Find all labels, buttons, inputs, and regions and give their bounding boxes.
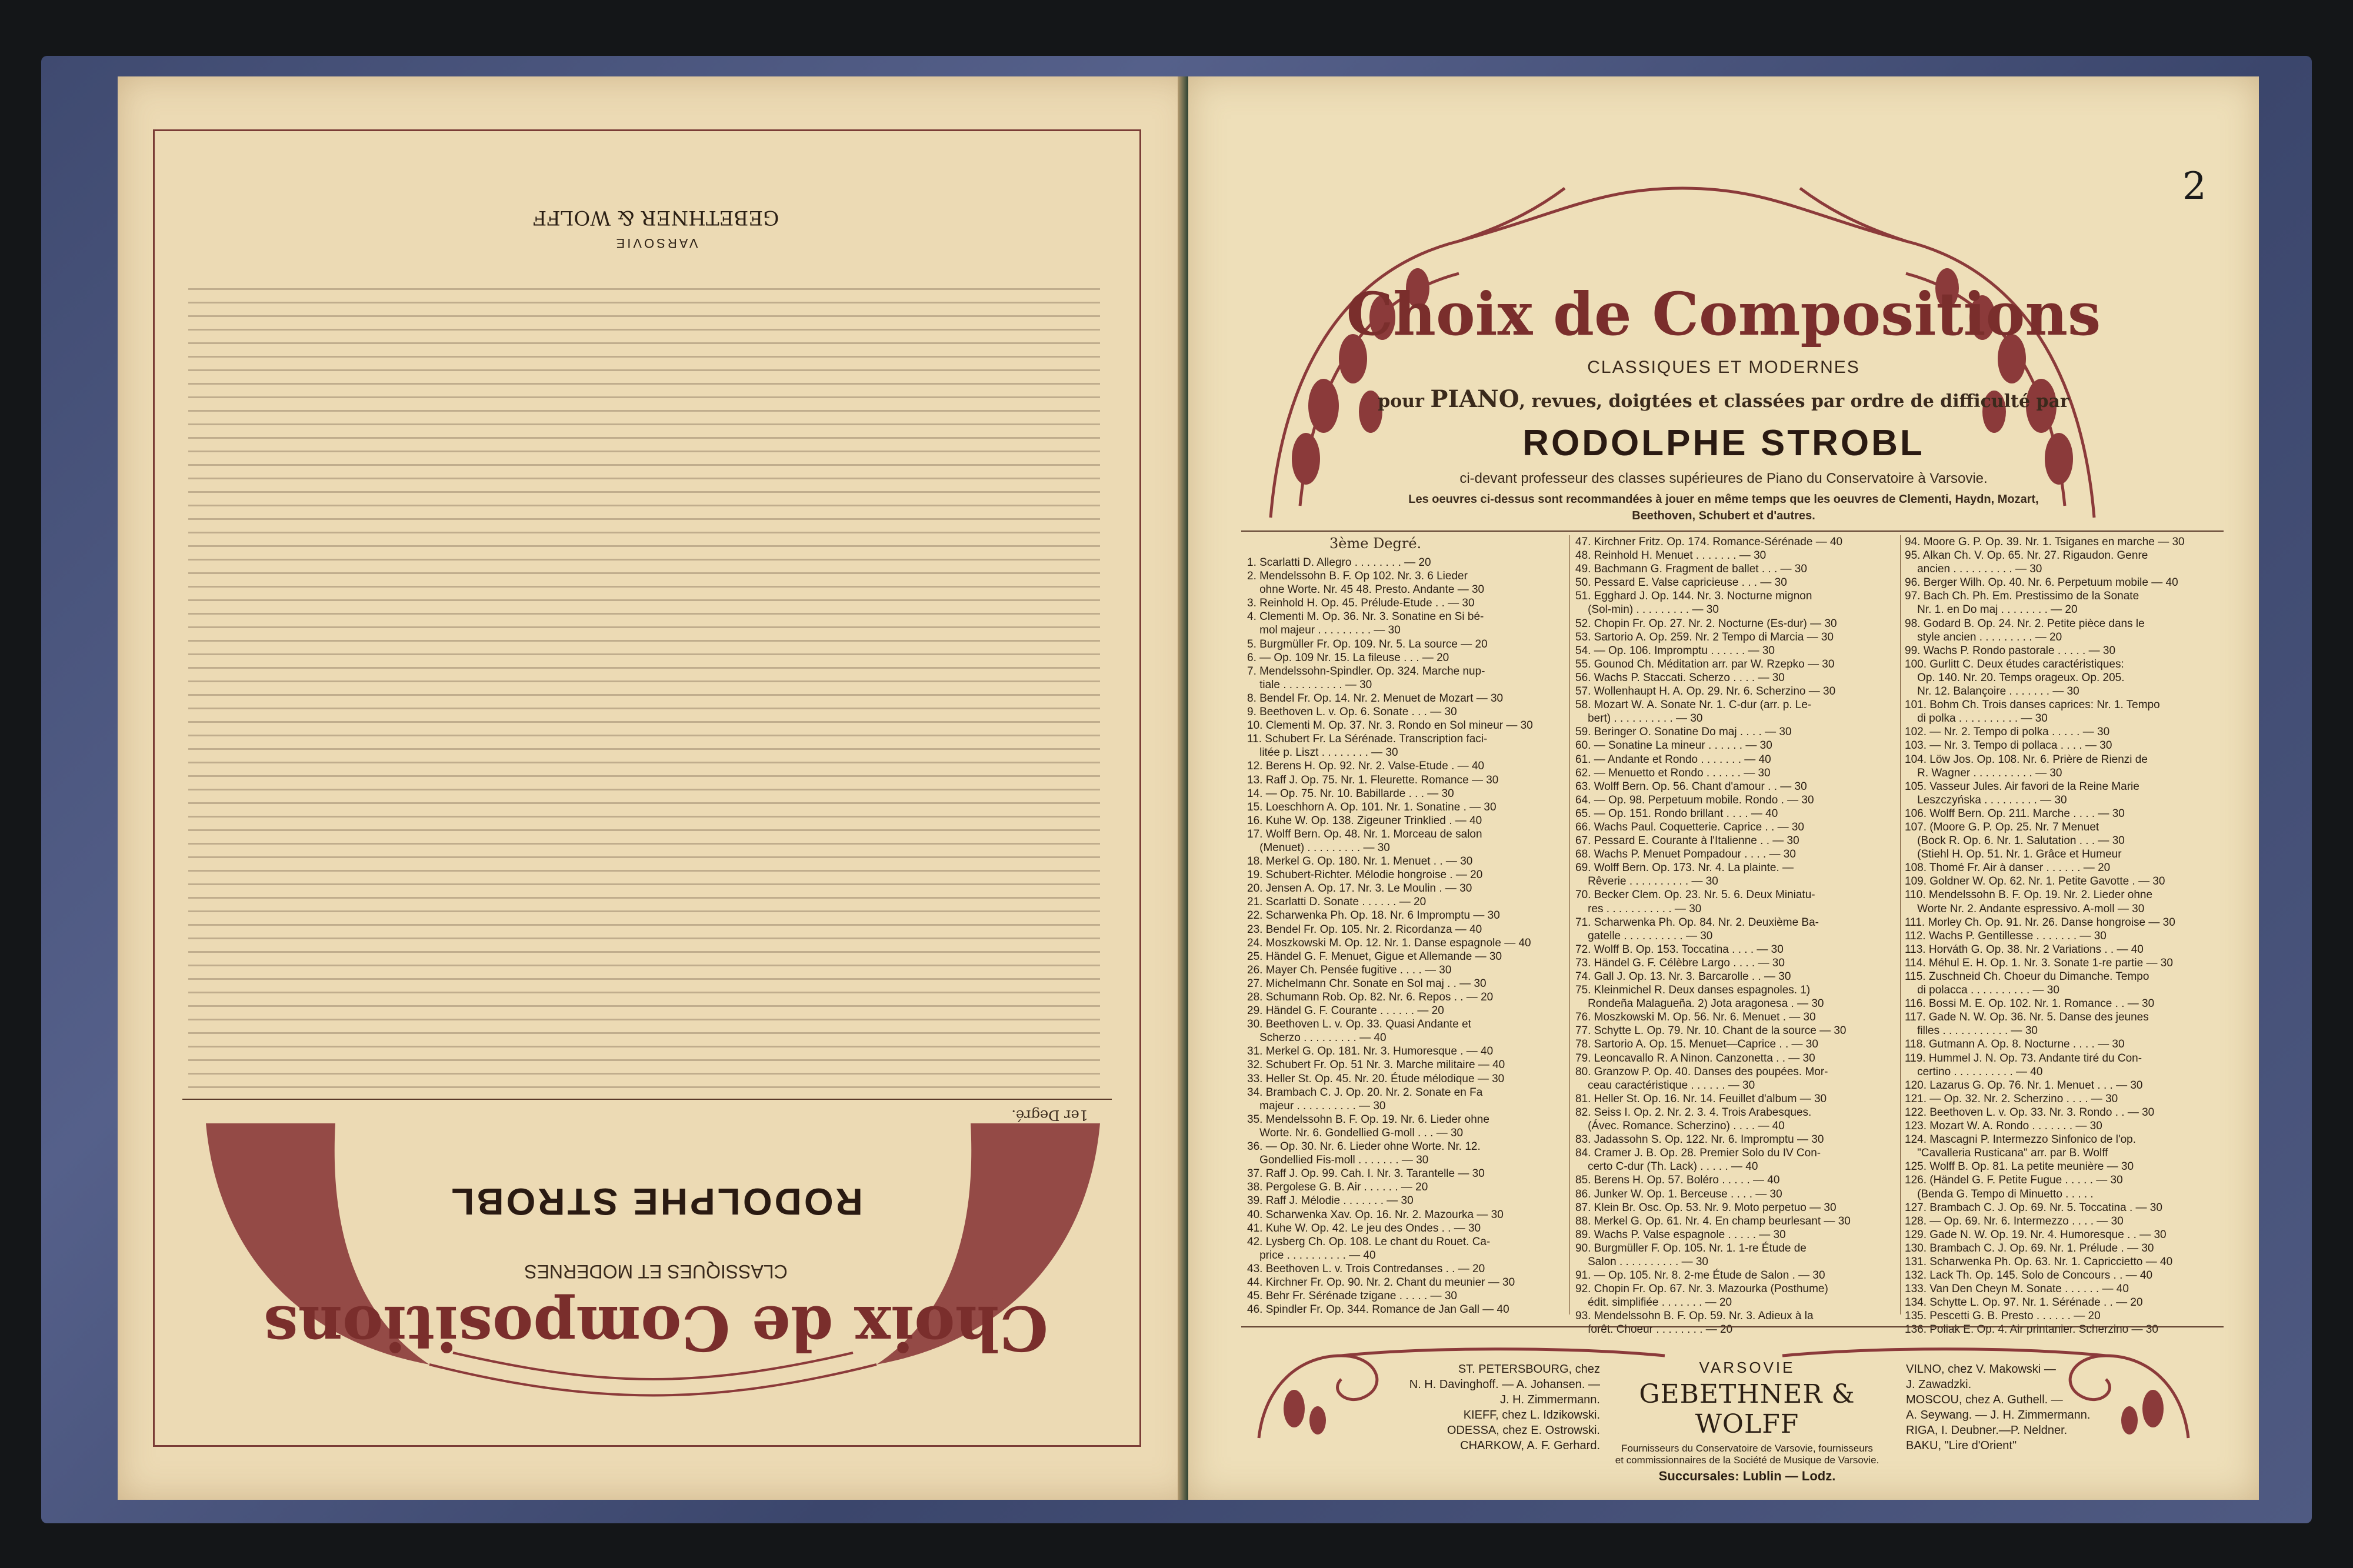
composition-entry: 6. — Op. 109 Nr. 15. La fileuse . . . — 20 xyxy=(1247,651,1449,664)
composition-entry: 83. Jadassohn S. Op. 122. Nr. 6. Impromptu — 30 xyxy=(1575,1133,1824,1146)
composition-entry: 102. — Nr. 2. Tempo di polka . . . . . — 30 xyxy=(1905,726,2110,739)
footer-left-line: N. H. Davinghoff. — A. Johansen. — xyxy=(1409,1378,1600,1391)
composition-entry: 40. Scharwenka Xav. Op. 16. Nr. 2. Mazourka — 30 xyxy=(1247,1208,1504,1221)
footer-right-line: MOSCOU, chez A. Guthell. — xyxy=(1906,1393,2063,1406)
composition-entry: 88. Merkel G. Op. 61. Nr. 4. En champ beurlesant — 30 xyxy=(1575,1215,1851,1227)
subtitle-line xyxy=(1188,385,2259,413)
right-page xyxy=(1188,76,2259,1500)
subtitle-pour: pour xyxy=(1378,391,1431,412)
composition-entry: 38. Pergolese G. B. Air . . . . . . — 20 xyxy=(1247,1181,1428,1194)
composition-entry: 66. Wachs Paul. Coquetterie. Caprice . . — 30 xyxy=(1575,820,1804,833)
composition-entry: 67. Pessard E. Courante à l'Italienne . . — 30 xyxy=(1575,835,1799,848)
composition-entry: 116. Bossi M. E. Op. 102. Nr. 1. Romance . . — 30 xyxy=(1905,997,2155,1010)
footer-branches: Succursales: Lublin — Lodz. xyxy=(1658,1469,1836,1483)
composition-entry: 33. Heller St. Op. 45. Nr. 20. Étude mélodique — 30 xyxy=(1247,1072,1505,1085)
composition-entry: 118. Gutmann A. Op. 8. Nocturne . . . . — 30 xyxy=(1905,1038,2125,1051)
composition-entry: 73. Händel G. F. Célèbre Largo . . . . — 30 xyxy=(1575,956,1785,969)
footer-publisher-line1: Fournisseurs du Conservatoire de Varsovie, fournisseurs xyxy=(1621,1443,1873,1454)
subtitle-rest: , revues, doigtées et classées par ordre de difficulté par xyxy=(1519,391,2069,412)
composition-entry: 36. — Op. 30. Nr. 6. Lieder ohne Worte. Nr. 12. xyxy=(1247,1140,1481,1153)
left-page-title: Choix de Compositions xyxy=(264,1292,1048,1365)
composition-entry: 21. Scarlatti D. Sonate . . . . . . — 20 xyxy=(1247,896,1427,909)
composition-entry: 68. Wachs P. Menuet Pompadour . . . . — 30 xyxy=(1575,848,1796,861)
composition-entry: 1. Scarlatti D. Allegro . . . . . . . . — 20 xyxy=(1247,556,1431,569)
composition-entry: 94. Moore G. P. Op. 39. Nr. 1. Tsiganes en marche — 30 xyxy=(1905,536,2185,548)
composition-entry: 23. Bendel Fr. Op. 105. Nr. 2. Ricordanza — 40 xyxy=(1247,923,1482,936)
composition-entry: Rêverie . . . . . . . . . . — 30 xyxy=(1575,875,1718,888)
composition-entry: 54. — Op. 106. Impromptu . . . . . . — 30 xyxy=(1575,644,1775,657)
composition-entry: tiale . . . . . . . . . . — 30 xyxy=(1247,678,1372,691)
composition-entry: 129. Gade N. W. Op. 19. Nr. 4. Humoresque . . — 30 xyxy=(1905,1228,2167,1241)
composition-entry: 39. Raff J. Mélodie . . . . . . . — 30 xyxy=(1247,1195,1414,1207)
composition-entry: 125. Wolff B. Op. 81. La petite meunière — 30 xyxy=(1905,1160,2134,1173)
composition-entry: 69. Wolff Bern. Op. 173. Nr. 4. La plainte. — xyxy=(1575,862,1794,875)
footer-right-line: RIGA, I. Deubner.—P. Neldner. xyxy=(1906,1424,2068,1437)
composition-entry: 107. (Moore G. P. Op. 25. Nr. 7 Menuet xyxy=(1905,820,2099,833)
composition-entry: 97. Bach Ch. Ph. Em. Prestissimo de la Sonate xyxy=(1905,590,2139,603)
composition-entry: 134. Schytte L. Op. 97. Nr. 1. Sérénade . . — 20 xyxy=(1905,1296,2143,1309)
footer-city: VARSOVIE xyxy=(1699,1359,1795,1376)
composition-entry: 104. Löw Jos. Op. 108. Nr. 6. Prière de Rienzi de xyxy=(1905,753,2148,766)
composition-entry: Salon . . . . . . . . . . — 30 xyxy=(1575,1255,1708,1268)
left-page-degree-label: 1er Degré. xyxy=(1011,1107,1088,1123)
composition-entry: 93. Mendelssohn B. F. Op. 59. Nr. 3. Adieux à la xyxy=(1575,1310,1814,1323)
composition-entry: gatelle . . . . . . . . . . — 30 xyxy=(1575,929,1713,942)
degree-label: 3ème Degré. xyxy=(1329,535,1422,552)
composition-entry: 32. Schubert Fr. Op. 51 Nr. 3. Marche militaire — 40 xyxy=(1247,1059,1505,1072)
composition-entry: 70. Becker Clem. Op. 23. Nr. 5. 6. Deux Miniatu- xyxy=(1575,889,1815,902)
footer-left-line: ODESSA, chez E. Ostrowski. xyxy=(1447,1424,1600,1437)
composition-entry: 46. Spindler Fr. Op. 344. Romance de Jan Gall — 40 xyxy=(1247,1303,1509,1316)
composition-entry: Scherzo . . . . . . . . . — 40 xyxy=(1247,1032,1387,1045)
composition-entry: 9. Beethoven L. v. Op. 6. Sonate . . . — 30 xyxy=(1247,706,1457,719)
composition-entry: 5. Burgmüller Fr. Op. 109. Nr. 5. La source — 20 xyxy=(1247,638,1488,650)
composition-entry: 80. Granzow P. Op. 40. Danses des poupées. Mor- xyxy=(1575,1065,1828,1078)
recommendation-note-2: Beethoven, Schubert et d'autres. xyxy=(1632,509,1815,522)
composition-entry: litée p. Liszt . . . . . . . . — 30 xyxy=(1247,746,1398,759)
composition-entry: 106. Wolff Bern. Op. 211. Marche . . . . — 30 xyxy=(1905,807,2125,820)
composition-entry: 61. — Andante et Rondo . . . . . . . — 40 xyxy=(1575,753,1771,766)
composition-entry: 103. — Nr. 3. Tempo di pollaca . . . . — 30 xyxy=(1905,739,2112,752)
composition-entry: 43. Beethoven L. v. Trois Contredanses . . — 20 xyxy=(1247,1262,1485,1275)
composition-entry: 29. Händel G. F. Courante . . . . . . — 20 xyxy=(1247,1005,1444,1017)
footer-right-line: J. Zawadzki. xyxy=(1906,1378,1972,1391)
footer-right-line: A. Seywang. — J. H. Zimmermann. xyxy=(1906,1409,2091,1422)
composition-entry: 128. — Op. 69. Nr. 6. Intermezzo . . . . — 30 xyxy=(1905,1215,2124,1227)
composition-entry: 113. Horváth G. Op. 38. Nr. 2 Variations . . — 40 xyxy=(1905,943,2144,956)
composition-entry: ancien . . . . . . . . . . — 30 xyxy=(1905,563,2042,576)
composer-credit: ci-devant professeur des classes supérieures de Piano du Conservatoire à Varsovie. xyxy=(1459,471,1988,486)
composition-entry: 77. Schytte L. Op. 79. Nr. 10. Chant de la source — 30 xyxy=(1575,1025,1847,1037)
composition-entry: 13. Raff J. Op. 75. Nr. 1. Fleurette. Romance — 30 xyxy=(1247,773,1499,786)
footer-publisher-block xyxy=(1600,1359,1894,1484)
composition-entry: 7. Mendelssohn-Spindler. Op. 324. Marche nup- xyxy=(1247,665,1485,678)
composition-entry: majeur . . . . . . . . . . — 30 xyxy=(1247,1099,1386,1112)
composition-entry: 63. Wolff Bern. Op. 56. Chant d'amour . . — 30 xyxy=(1575,780,1807,793)
composition-entry: 47. Kirchner Fritz. Op. 174. Romance-Sérénade — 40 xyxy=(1575,536,1843,548)
composition-entry: Nr. 12. Balançoire . . . . . . . — 30 xyxy=(1905,685,2079,698)
composition-entry: 31. Merkel G. Op. 181. Nr. 3. Humoresque . — 40 xyxy=(1247,1045,1494,1058)
column-divider-1 xyxy=(1569,535,1570,1315)
composition-entry: 60. — Sonatine La mineur . . . . . . — 30 xyxy=(1575,739,1772,752)
composition-entry: 98. Godard B. Op. 24. Nr. 2. Petite pièce dans le xyxy=(1905,617,2145,630)
composition-entry: 51. Egghard J. Op. 144. Nr. 3. Nocturne mignon xyxy=(1575,590,1812,603)
composition-entry: 3. Reinhold H. Op. 45. Prélude-Etude . . — 30 xyxy=(1247,597,1475,610)
composition-entry: R. Wagner . . . . . . . . . . — 30 xyxy=(1905,766,2062,779)
composition-entry: 135. Pescetti G. B. Presto . . . . . . — 20 xyxy=(1905,1310,2101,1323)
composition-entry: 34. Brambach C. J. Op. 20. Nr. 2. Sonate en Fa xyxy=(1247,1086,1483,1099)
composition-entry: 20. Jensen A. Op. 17. Nr. 3. Le Moulin . — 30 xyxy=(1247,882,1472,895)
composition-entry: ohne Worte. Nr. 45 48. Presto. Andante — 30 xyxy=(1247,583,1485,596)
composition-entry: 4. Clementi M. Op. 36. Nr. 3. Sonatine en Si bé- xyxy=(1247,610,1484,623)
footer-left-line: ST. PETERSBOURG, chez xyxy=(1458,1363,1600,1376)
composition-entry: 12. Berens H. Op. 92. Nr. 2. Valse-Etude . — 40 xyxy=(1247,760,1485,773)
composition-entry: (Benda G. Tempo di Minuetto . . . . . xyxy=(1905,1187,2094,1200)
composition-entry: (Ávec. Romance. Scherzino) . . . . — 40 xyxy=(1575,1120,1785,1133)
composition-entry: 37. Raff J. Op. 99. Cah. I. Nr. 3. Tarantelle — 30 xyxy=(1247,1167,1485,1180)
composition-entry: mol majeur . . . . . . . . . — 30 xyxy=(1247,624,1401,637)
composition-entry: 10. Clementi M. Op. 37. Nr. 3. Rondo en Sol mineur — 30 xyxy=(1247,719,1533,732)
footer-right-line: BAKU, "Lire d'Orient" xyxy=(1906,1439,2017,1452)
composition-entry: 18. Merkel G. Op. 180. Nr. 1. Menuet . . — 30 xyxy=(1247,855,1473,868)
composition-entry: 86. Junker W. Op. 1. Berceuse . . . . — 30 xyxy=(1575,1187,1782,1200)
composition-entry: (Bock R. Op. 6. Nr. 1. Salutation . . . — 30 xyxy=(1905,835,2125,848)
composition-entry: 52. Chopin Fr. Op. 27. Nr. 2. Nocturne (Es-dur) — 30 xyxy=(1575,617,1837,630)
composition-entry: di polacca . . . . . . . . . . — 30 xyxy=(1905,984,2059,997)
composition-entry: 81. Heller St. Op. 16. Nr. 14. Feuillet d'album — 30 xyxy=(1575,1092,1827,1105)
composition-entry: 41. Kuhe W. Op. 42. Le jeu des Ondes . . — 30 xyxy=(1247,1222,1481,1235)
composition-entry: 11. Schubert Fr. La Sérénade. Transcription faci- xyxy=(1247,733,1488,746)
footer-publisher: GEBETHNER & WOLFF xyxy=(1639,1379,1855,1439)
composition-entry: Nr. 1. en Do maj . . . . . . . . — 20 xyxy=(1905,603,2078,616)
composition-entry: 27. Michelmann Chr. Sonate en Sol maj . . — 30 xyxy=(1247,977,1487,990)
composition-entry: 120. Lazarus G. Op. 76. Nr. 1. Menuet . . . — 30 xyxy=(1905,1079,2143,1092)
composition-entry: 85. Berens H. Op. 57. Boléro . . . . . — 40 xyxy=(1575,1174,1780,1187)
composition-entry: 109. Goldner W. Op. 62. Nr. 1. Petite Gavotte . — 30 xyxy=(1905,875,2165,888)
composition-entry: 19. Schubert-Richter. Mélodie hongroise . — 20 xyxy=(1247,869,1483,882)
page-title: Choix de Compositions xyxy=(1346,279,2101,349)
composition-entry: 108. Thomé Fr. Air à danser . . . . . . — 20 xyxy=(1905,862,2111,875)
composition-entry: 117. Gade N. W. Op. 36. Nr. 5. Danse des jeunes xyxy=(1905,1011,2149,1024)
composition-entry: 49. Bachmann G. Fragment de ballet . . . — 30 xyxy=(1575,563,1807,576)
composition-entry: price . . . . . . . . . . — 40 xyxy=(1247,1249,1376,1262)
composition-entry: 2. Mendelssohn B. F. Op 102. Nr. 3. 6 Lieder xyxy=(1247,570,1468,583)
left-page-city: VARSOVIE xyxy=(614,236,698,251)
footer-agents-left xyxy=(1353,1362,1600,1453)
composition-entry: 130. Brambach C. J. Op. 69. Nr. 1. Prélude . — 30 xyxy=(1905,1242,2154,1255)
composition-entry: 90. Burgmüller F. Op. 105. Nr. 1. 1-re Étude de xyxy=(1575,1242,1807,1255)
composition-entry: 92. Chopin Fr. Op. 67. Nr. 3. Mazourka (Posthume) xyxy=(1575,1283,1828,1296)
composition-entry: filles . . . . . . . . . . . — 30 xyxy=(1905,1025,2038,1037)
composer-name: RODOLPHE STROBL xyxy=(1522,423,1925,463)
footer-left-line: CHARKOW, A. F. Gerhard. xyxy=(1460,1439,1600,1452)
page-number: 2 xyxy=(2182,165,2207,208)
composition-entry: 79. Leoncavallo R. A Ninon. Canzonetta . . — 30 xyxy=(1575,1052,1815,1065)
page-subtitle: CLASSIQUES ET MODERNES xyxy=(1587,358,1860,377)
composition-entry: 99. Wachs P. Rondo pastorale . . . . . — 30 xyxy=(1905,644,2116,657)
composition-entry: 45. Behr Fr. Sérénade tzigane . . . . . — 30 xyxy=(1247,1290,1457,1303)
subtitle-piano: PIANO xyxy=(1430,385,1519,413)
footer-left-line: J. H. Zimmermann. xyxy=(1499,1393,1600,1406)
composition-entry: 58. Mozart W. A. Sonate Nr. 1. C-dur (arr. p. Le- xyxy=(1575,699,1812,712)
composition-entry: 15. Loeschhorn A. Op. 101. Nr. 1. Sonatine . — 30 xyxy=(1247,800,1497,813)
composition-entry: 65. — Op. 151. Rondo brillant . . . . — 40 xyxy=(1575,807,1778,820)
composition-entry: 123. Mozart W. A. Rondo . . . . . . . — 30 xyxy=(1905,1120,2102,1133)
composition-entry: Op. 140. Nr. 20. Temps orageux. Op. 205. xyxy=(1905,671,2125,684)
composition-entry: di polka . . . . . . . . . . — 30 xyxy=(1905,712,2048,725)
composition-entry: 121. — Op. 32. Nr. 2. Scherzino . . . . — 30 xyxy=(1905,1092,2118,1105)
composition-entry: "Cavalleria Rusticana" arr. par B. Wolff xyxy=(1905,1147,2108,1160)
composition-entry: 30. Beethoven L. v. Op. 33. Quasi Andante et xyxy=(1247,1018,1471,1031)
composition-entry: 53. Sartorio A. Op. 259. Nr. 2 Tempo di Marcia — 30 xyxy=(1575,630,1834,643)
composition-entry: 57. Wollenhaupt H. A. Op. 29. Nr. 6. Scherzino — 30 xyxy=(1575,685,1836,698)
composition-entry: 136. Poliak E. Op. 4. Air printanier. Scherzino — 30 xyxy=(1905,1323,2158,1336)
composition-entry: 24. Moszkowski M. Op. 12. Nr. 1. Danse espagnole — 40 xyxy=(1247,936,1531,949)
composition-column-2 xyxy=(1575,535,1896,1337)
composition-entry: 115. Zuschneid Ch. Choeur du Dimanche. Tempo xyxy=(1905,970,2149,983)
composition-entry: 50. Pessard E. Valse capricieuse . . . — 30 xyxy=(1575,576,1787,589)
footer-left-line: KIEFF, chez L. Idzikowski. xyxy=(1463,1409,1600,1422)
composition-entry: 114. Méhul E. H. Op. 1. Nr. 3. Sonate 1-re partie — 30 xyxy=(1905,956,2173,969)
composition-entry: 26. Mayer Ch. Pensée fugitive . . . . — 30 xyxy=(1247,963,1452,976)
composition-entry: 35. Mendelssohn B. F. Op. 19. Nr. 6. Lieder ohne xyxy=(1247,1113,1489,1126)
composition-entry: 62. — Menuetto et Rondo . . . . . . — 30 xyxy=(1575,766,1771,779)
composition-entry: 112. Wachs P. Gentillesse . . . . . . . — 30 xyxy=(1905,929,2107,942)
composition-entry: 44. Kirchner Fr. Op. 90. Nr. 2. Chant du meunier — 30 xyxy=(1247,1276,1515,1289)
composition-column-1 xyxy=(1247,556,1565,1316)
footer-publisher-line2: et commissionnaires de la Société de Musique de Varsovie. xyxy=(1615,1454,1879,1466)
composition-entry: 133. Van Den Cheyn M. Sonate . . . . . . — 40 xyxy=(1905,1283,2129,1296)
composition-entry: 126. (Händel G. F. Petite Fugue . . . . . — 30 xyxy=(1905,1174,2123,1187)
composition-entry: 127. Brambach C. J. Op. 69. Nr. 5. Toccatina . — 30 xyxy=(1905,1201,2162,1214)
composition-entry: 42. Lysberg Ch. Op. 108. Le chant du Rouet. Ca- xyxy=(1247,1235,1491,1248)
composition-entry: Rondeña Malagueña. 2) Jota aragonesa . — 30 xyxy=(1575,997,1824,1010)
left-page-publisher: GEBETHNER & WOLFF xyxy=(532,206,779,229)
composition-entry: certo C-dur (Th. Lack) . . . . . — 40 xyxy=(1575,1160,1758,1173)
composition-entry: 71. Scharwenka Ph. Op. 84. Nr. 2. Deuxième Ba- xyxy=(1575,916,1819,929)
composition-entry: (Sol-min) . . . . . . . . . — 30 xyxy=(1575,603,1719,616)
composition-entry: 56. Wachs P. Staccati. Scherzo . . . . — 30 xyxy=(1575,671,1785,684)
composition-entry: res . . . . . . . . . . . — 30 xyxy=(1575,902,1702,915)
composition-entry: 131. Scharwenka Ph. Op. 63. Nr. 1. Capriccietto — 40 xyxy=(1905,1255,2173,1268)
left-page-listing xyxy=(188,288,1100,1088)
composition-entry: Worte Nr. 2. Andante espressivo. A-moll — 30 xyxy=(1905,902,2145,915)
composition-entry: 55. Gounod Ch. Méditation arr. par W. Rzepko — 30 xyxy=(1575,658,1835,670)
composition-entry: 87. Klein Br. Osc. Op. 53. Nr. 9. Moto perpetuo — 30 xyxy=(1575,1201,1837,1214)
footer-divider xyxy=(1241,1326,2224,1327)
composition-entry: 28. Schumann Rob. Op. 82. Nr. 6. Repos . . — 20 xyxy=(1247,991,1494,1003)
composition-entry: 8. Bendel Fr. Op. 14. Nr. 2. Menuet de Mozart — 30 xyxy=(1247,692,1504,705)
composition-entry: certino . . . . . . . . . . — 40 xyxy=(1905,1065,2043,1078)
composition-entry: style ancien . . . . . . . . . — 20 xyxy=(1905,630,2062,643)
composition-entry: (Stiehl H. Op. 51. Nr. 1. Grâce et Humeur xyxy=(1905,848,2122,861)
composition-entry: 89. Wachs P. Valse espagnole . . . . . — 30 xyxy=(1575,1228,1786,1241)
composition-entry: 101. Bohm Ch. Trois danses caprices: Nr. 1. Tempo xyxy=(1905,699,2160,712)
composition-entry: 111. Morley Ch. Op. 91. Nr. 26. Danse hongroise — 30 xyxy=(1905,916,2175,929)
composition-entry: 124. Mascagni P. Intermezzo Sinfonico de l'op. xyxy=(1905,1133,2137,1146)
composition-entry: 82. Seiss I. Op. 2. Nr. 2. 3. 4. Trois Arabesques. xyxy=(1575,1106,1812,1119)
composition-entry: 64. — Op. 98. Perpetuum mobile. Rondo . — 30 xyxy=(1575,793,1814,806)
composition-entry: 72. Wolff B. Op. 153. Toccatina . . . . — 30 xyxy=(1575,943,1784,956)
composition-entry: 132. Lack Th. Op. 145. Solo de Concours . . — 40 xyxy=(1905,1269,2153,1282)
left-page xyxy=(118,76,1194,1500)
composition-entry: 78. Sartorio A. Op. 15. Menuet—Caprice . . — 30 xyxy=(1575,1038,1818,1051)
left-page-subtitle: CLASSIQUES ET MODERNES xyxy=(524,1261,788,1282)
composition-entry: 17. Wolff Bern. Op. 48. Nr. 1. Morceau de salon xyxy=(1247,828,1482,840)
footer-right-line: VILNO, chez V. Makowski — xyxy=(1906,1363,2056,1376)
composition-entry: 76. Moszkowski M. Op. 56. Nr. 6. Menuet . — 30 xyxy=(1575,1011,1816,1024)
composition-entry: 14. — Op. 75. Nr. 10. Babillarde . . . — 30 xyxy=(1247,787,1454,800)
left-page-composer: RODOLPHE STROBL xyxy=(449,1180,863,1223)
composition-entry: 25. Händel G. F. Menuet, Gigue et Allemande — 30 xyxy=(1247,950,1502,963)
composition-entry: 105. Vasseur Jules. Air favori de la Reine Marie xyxy=(1905,780,2139,793)
composition-entry: 22. Scharwenka Ph. Op. 18. Nr. 6 Impromptu — 30 xyxy=(1247,909,1500,922)
recommendation-note-1: Les oeuvres ci-dessus sont recommandées à jouer en même temps que les oeuvres de Clementi, Haydn, Mozart, xyxy=(1408,493,2039,506)
composition-entry: forêt. Choeur . . . . . . . . — 20 xyxy=(1575,1323,1733,1336)
composition-entry: 48. Reinhold H. Menuet . . . . . . . — 30 xyxy=(1575,549,1767,562)
composition-entry: bert) . . . . . . . . . . — 30 xyxy=(1575,712,1703,725)
composition-entry: 16. Kuhe W. Op. 138. Zigeuner Trinklied . — 40 xyxy=(1247,814,1482,827)
composition-entry: édit. simplifiée . . . . . . . — 20 xyxy=(1575,1296,1732,1309)
left-page-rotated-content xyxy=(118,76,1194,1500)
composition-entry: 75. Kleinmichel R. Deux danses espagnoles. 1) xyxy=(1575,984,1811,997)
left-page-divider xyxy=(182,1099,1112,1100)
column-divider-2 xyxy=(1900,535,1901,1315)
composition-column-3 xyxy=(1905,535,2225,1337)
composition-entry: 84. Cramer J. B. Op. 28. Premier Solo du IV Con- xyxy=(1575,1147,1821,1160)
footer-agents-right xyxy=(1906,1362,2153,1453)
composition-entry: Gondellied Fis-moll . . . . . . . — 30 xyxy=(1247,1154,1429,1167)
composition-entry: 100. Gurlitt C. Deux études caractéristiques: xyxy=(1905,658,2124,670)
composition-entry: 59. Beringer O. Sonatine Do maj . . . . — 30 xyxy=(1575,726,1792,739)
composition-entry: 95. Alkan Ch. V. Op. 65. Nr. 27. Rigaudon. Genre xyxy=(1905,549,2148,562)
composition-entry: Worte. Nr. 6. Gondellied G-moll . . . — 30 xyxy=(1247,1126,1464,1139)
composition-entry: ceau caractéristique . . . . . . — 30 xyxy=(1575,1079,1755,1092)
composition-entry: 122. Beethoven L. v. Op. 33. Nr. 3. Rondo . . — 30 xyxy=(1905,1106,2155,1119)
composition-entry: 74. Gall J. Op. 13. Nr. 3. Barcarolle . . — 30 xyxy=(1575,970,1791,983)
composition-entry: 96. Berger Wilh. Op. 40. Nr. 6. Perpetuum mobile — 40 xyxy=(1905,576,2178,589)
composition-entry: 119. Hummel J. N. Op. 73. Andante tiré du Con- xyxy=(1905,1052,2142,1065)
composition-entry: (Menuet) . . . . . . . . . — 30 xyxy=(1247,841,1390,854)
header-divider xyxy=(1241,531,2224,532)
composition-entry: 110. Mendelssohn B. F. Op. 19. Nr. 2. Lieder ohne xyxy=(1905,889,2153,902)
composition-entry: 91. — Op. 105. Nr. 8. 2-me Étude de Salon . — 30 xyxy=(1575,1269,1825,1282)
composition-entry: Leszczyńska . . . . . . . . . — 30 xyxy=(1905,793,2067,806)
